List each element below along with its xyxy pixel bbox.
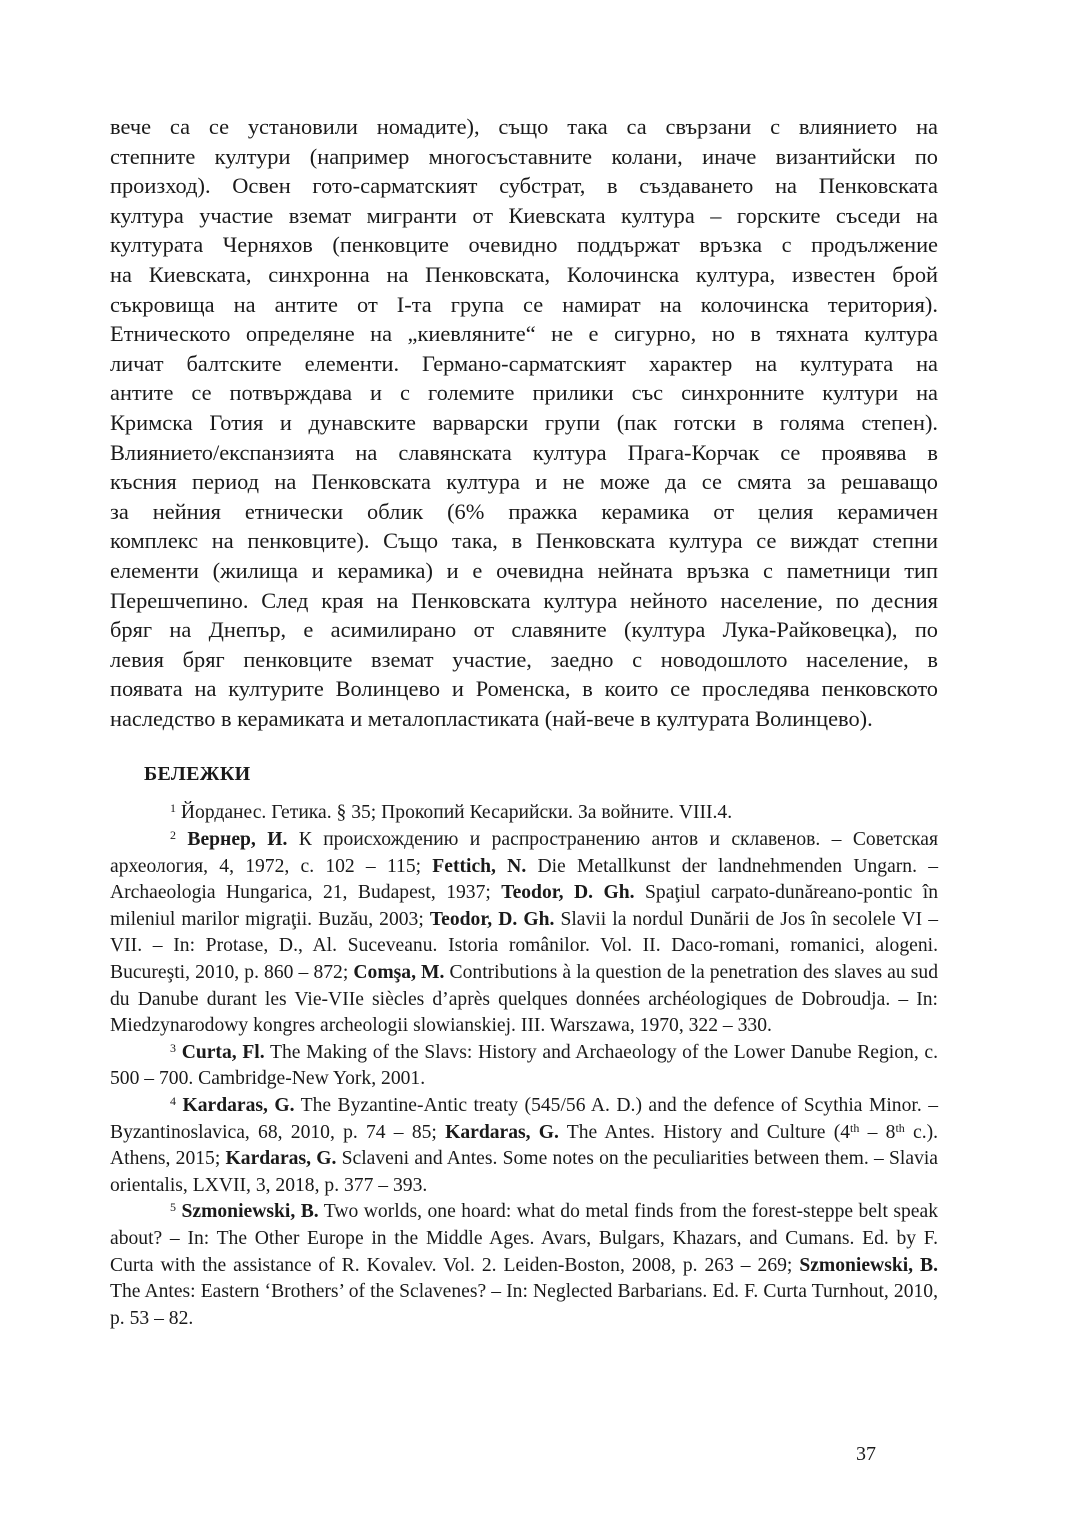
note-text: The Antes: Eastern ‘Brothers’ of the Sclavenes? – In: Neglected Barbarians. Ed. F. Curta Turnhout, 2010, p. 53 – 82. (110, 1281, 938, 1329)
page-number: 37 (856, 1443, 876, 1465)
body-line: вече са се установили номадите), също така са свързани с влиянието на (110, 114, 938, 139)
note-number: 1 (170, 801, 176, 816)
endnote-4 (110, 1093, 938, 1199)
body-line: Влиянието/експанзията на славянската култура Прага-Корчак се проявява в (110, 439, 938, 465)
note-number: 3 (170, 1040, 176, 1055)
note-author: Kardaras, G. (182, 1095, 295, 1116)
endnote-2 (110, 827, 938, 1040)
endnotes-list (110, 800, 938, 1332)
note-text: Die Metallkunst der landnehmenden Ungarn. – Archaeologia Hungarica, 21, Budapest, 1937; (110, 855, 939, 904)
note-author: Fettich, N. (432, 855, 527, 877)
body-paragraph (110, 112, 938, 733)
note-author: Teodor, D. Gh. (429, 908, 555, 930)
note-text: К происхождению и распространению антов и склавенов. – Советская археология, 4, 1972, с. 102 – 115; (110, 829, 938, 877)
note-author: Szmoniewski, B. (181, 1201, 319, 1223)
note-number: 5 (170, 1200, 176, 1215)
notes-heading: БЕЛЕЖКИ (144, 763, 251, 786)
note-text: Sclaveni and Antes. Some notes on the peculiarities between them. – Slavia orientalis, LXVII, 3, 2018, p. 377 – 393. (110, 1148, 939, 1196)
body-line: Перешчепино. След края на Пенковската култура нейното население, по десния (110, 587, 938, 613)
body-line: личат балтските елементи. Германо-сарматският характер на културата на (110, 350, 938, 376)
ordinal-suffix: th (850, 1120, 860, 1135)
body-line: Кримска Готия и дунавските варварски групи (пак готски в голяма степен). (110, 409, 938, 435)
note-text: Slavii la nordul Dunării de Jos în secolele VI – VII. – In: Protase, D., Al. Suceveanu. Istoria românilor. Vol. II. Daco-romani, romanici, alogeni. Bucureşti, 2010, p. 860 – 872; (110, 908, 938, 984)
body-line: бряг на Днепър, е асимилирано от славяните (култура Лука-Райковецка), по (110, 617, 938, 643)
note-author: Comşa, M. (353, 962, 445, 984)
note-number: 2 (170, 828, 176, 843)
note-text: The Antes. History and Culture (4 (558, 1121, 851, 1143)
note-author: Szmoniewski, B. (799, 1254, 938, 1276)
note-number: 4 (170, 1094, 176, 1108)
endnote-1 (110, 800, 938, 827)
note-text: Йорданес. Гетика. § 35; Прокопий Кесарийски. За войните. VIII.4. (180, 802, 733, 824)
body-line: на Киевската, синхронна на Пенковската, Колочинска култура, известен брой (110, 261, 938, 287)
body-line: появата на културите Волинцево и Роменска, в които се проследява пенковското (110, 676, 938, 702)
body-line: степните култури (например многосъставните колани, иначе византийски по (110, 143, 938, 169)
body-line: Етническото определяне на „киевляните“ не е сигурно, но в тяхната култура (110, 321, 938, 347)
note-text: Spaţiul carpato-dunăreano-pontic în mileniul marilor migraţii. Buzău, 2003; (110, 882, 938, 930)
note-author: Curta, Fl. (181, 1041, 265, 1063)
note-text: The Making of the Slavs: History and Archaeology of the Lower Danube Region, c. 500 – 700. Cambridge-New York, 2001. (110, 1041, 938, 1090)
body-line: комплекс на пенковците). Също така, в Пенковската култура се виждат степни (110, 528, 938, 554)
page-content (110, 112, 938, 1332)
note-author: Teodor, D. Gh. (501, 882, 635, 904)
note-text: The Byzantine-Antic treaty (545/56 A. D.) and the defence of Scythia Minor. – Byzantinoslavica, 68, 2010, p. 74 – 85; (110, 1095, 939, 1143)
body-line: левия бряг пенковците вземат участие, заедно с новодошлото население, в (110, 646, 938, 672)
note-author: Вернер, И. (187, 829, 288, 851)
body-line: културата Черняхов (пенковците очевидно поддържат връзка с продължение (110, 232, 938, 258)
body-line: съкровища на антите от I-та група се намират на колочинска територия). (110, 291, 938, 317)
body-line: произход). Освен гото-сарматският субстрат, в създаването на Пенковската (110, 173, 938, 199)
endnote-5 (110, 1199, 938, 1332)
ordinal-suffix: th (895, 1120, 905, 1135)
note-text: c.). Athens, 2015; (110, 1121, 939, 1170)
note-text: Contributions à la question de la penetration des slaves au sud du Danube durant les Vie-VIIe siècles d’après quelques données archéologiques de Dobroudja. – In: Miedzynarodowy kongres archeologii slowianskiej. III. Warszawa, 1970, 322 – 330. (110, 962, 938, 1037)
body-line: късния период на Пенковската култура и не може да се смята за решаващо (110, 469, 938, 495)
body-line: елементи (жилища и керамика) и е очевидна нейната връзка с паметници тип (110, 557, 938, 583)
note-text: Two worlds, one hoard: what do metal finds from the forest-steppe belt speak about? – In: The Other Europe in the Middle Ages. Avars, Bulgars, Khazars, and Cumans. Ed. by F. Curta with the assistance of R. Kovalev. Vol. 2. Leiden-Boston, 2008, p. 263 – 269; (110, 1201, 938, 1276)
body-line: наследство в керамиката и металопластиката (най-вече в културата Волинцево). (110, 705, 873, 731)
body-line: за нейния етнически облик (6% пражка керамика от целия керамичен (110, 498, 938, 524)
note-author: Kardaras, G. (445, 1121, 559, 1143)
body-line: антите се потвърждава и с големите прилики със синхронните култури на (110, 380, 938, 406)
endnote-3 (110, 1040, 938, 1093)
body-line: култура участие вземат мигранти от Киевската култура – горските съседи на (110, 202, 938, 228)
note-author: Kardaras, G. (225, 1148, 337, 1170)
note-text: – 8 (859, 1121, 896, 1143)
